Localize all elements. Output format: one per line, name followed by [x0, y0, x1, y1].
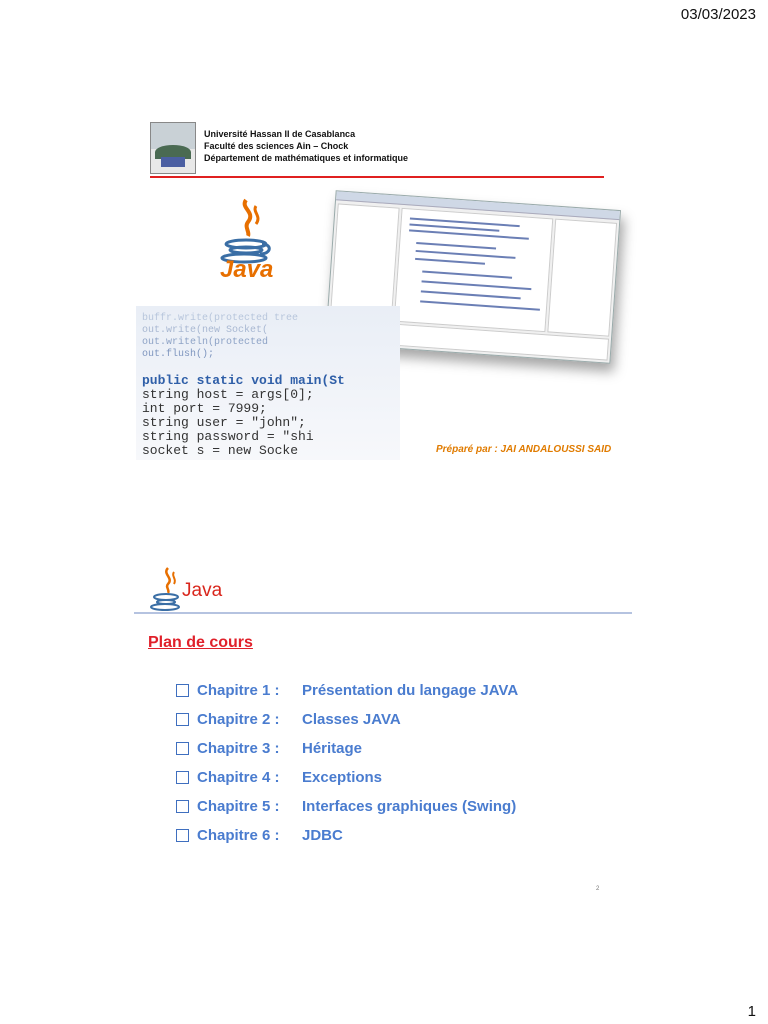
page-number: 1: [747, 1003, 756, 1020]
code-line: public static void main(St: [142, 373, 345, 388]
list-item: Chapitre 6 : JDBC: [176, 821, 518, 850]
code-line: string host = args[0];: [142, 387, 314, 402]
university-name: Université Hassan II de Casablanca: [204, 129, 356, 139]
list-item: Chapitre 2 : Classes JAVA: [176, 705, 518, 734]
list-item: Chapitre 1 : Présentation du langage JAVA: [176, 676, 518, 705]
course-plan-slide: [134, 560, 634, 900]
faculty-name: Faculté des sciences Ain – Chock: [204, 141, 349, 151]
code-line: string user = "john";: [142, 415, 306, 430]
code-screenshot: [136, 306, 400, 460]
svg-text:buffr.write(protected tree: buffr.write(protected tree: [142, 313, 299, 324]
java-logo-text: Java: [182, 580, 223, 601]
title-slide: [134, 112, 634, 472]
header-divider: [150, 176, 604, 178]
title-divider: [134, 612, 632, 614]
checkbox-bullet-icon: [176, 713, 189, 726]
svg-text:out.flush();: out.flush();: [142, 349, 215, 360]
list-item: Chapitre 5 : Interfaces graphiques (Swing): [176, 792, 518, 821]
university-logo: [150, 122, 196, 174]
java-logo-text: Java: [220, 256, 274, 283]
slide-number: 2: [596, 886, 600, 892]
checkbox-bullet-icon: [176, 800, 189, 813]
java-cup-icon: [146, 566, 186, 612]
code-line: string password = "shi: [142, 429, 314, 444]
checkbox-bullet-icon: [176, 771, 189, 784]
prepared-by: Préparé par : JAI ANDALOUSSI SAID: [436, 444, 612, 455]
code-line: socket s = new Socke: [142, 443, 299, 458]
list-item: Chapitre 4 : Exceptions: [176, 763, 518, 792]
code-line: int port = 7999;: [142, 401, 267, 416]
chapter-list: [176, 676, 518, 850]
page-date: 03/03/2023: [680, 6, 756, 23]
checkbox-bullet-icon: [176, 684, 189, 697]
slide-title: Plan de cours: [148, 634, 253, 651]
svg-text:out.write(new Socket(: out.write(new Socket(: [142, 325, 269, 336]
university-info: [204, 128, 408, 164]
svg-text:out.writeln(protected: out.writeln(protected: [142, 337, 269, 348]
list-item: Chapitre 3 : Héritage: [176, 734, 518, 763]
department-name: Département de mathématiques et informatique: [204, 153, 409, 163]
checkbox-bullet-icon: [176, 829, 189, 842]
checkbox-bullet-icon: [176, 742, 189, 755]
